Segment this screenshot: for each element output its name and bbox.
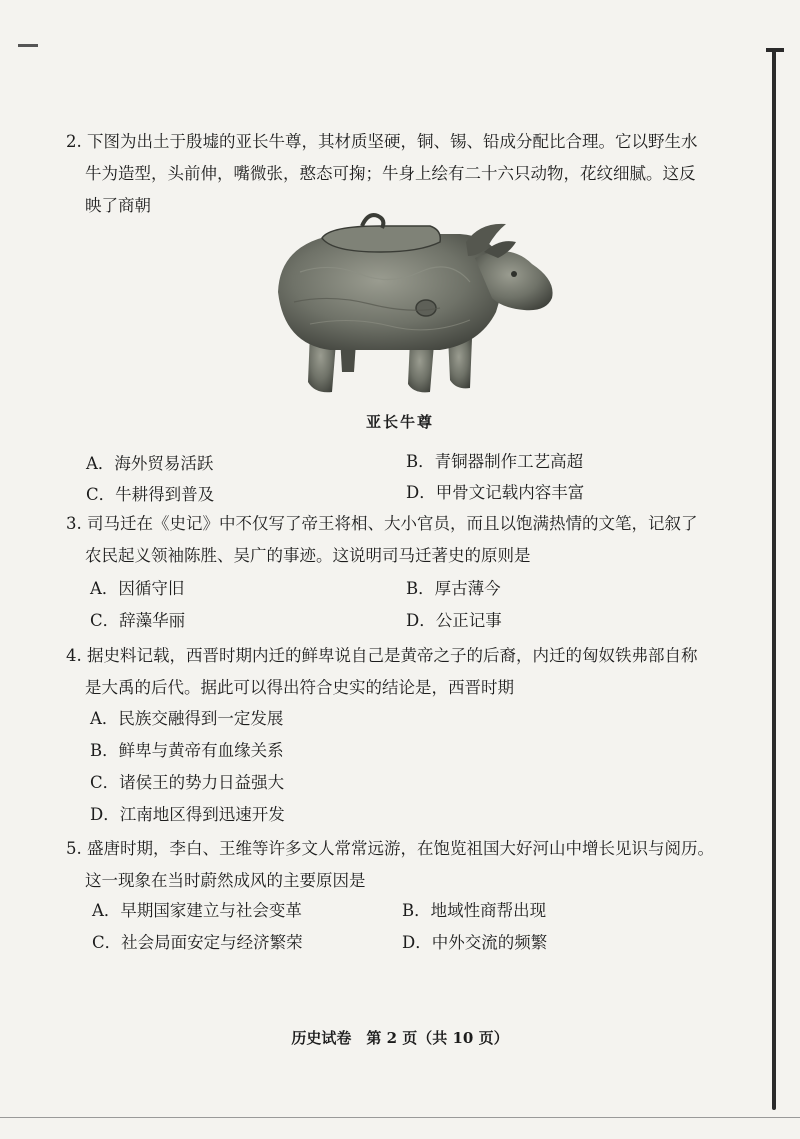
question-4-line-2: 是大禹的后代。据此可以得出符合史实的结论是，西晋时期	[85, 678, 514, 697]
scan-mark	[18, 44, 38, 47]
figure-caption: 亚长牛尊	[365, 413, 434, 431]
question-5-option-a: A．早期国家建立与社会变革	[92, 901, 302, 920]
bronze-ox-illustration	[270, 212, 560, 402]
question-4-option-c: C．诸侯王的势力日益强大	[90, 773, 285, 792]
bronze-ox-zun-image	[270, 212, 560, 402]
question-4-option-a: A．民族交融得到一定发展	[90, 709, 284, 728]
question-2-stem	[66, 126, 756, 222]
question-3-stem	[66, 508, 756, 572]
question-4-option-d: D．江南地区得到迅速开发	[90, 805, 285, 824]
scan-edge-line	[772, 50, 776, 1110]
question-3-option-b: B．厚古薄今	[406, 579, 501, 598]
question-3-option-d: D．公正记事	[406, 611, 502, 630]
question-3-line-2: 农民起义领袖陈胜、吴广的事迹。这说明司马迁著史的原则是	[85, 546, 531, 565]
question-2-option-a: A．海外贸易活跃	[86, 454, 214, 473]
question-3-line-1: 3. 司马迁在《史记》中不仅写了帝王将相、大小官员，而且以饱满热情的文笔，记叙了	[66, 514, 698, 533]
question-3-option-c: C．辞藻华丽	[90, 611, 186, 630]
question-5-line-2: 这一现象在当时蔚然成风的主要原因是	[85, 871, 366, 890]
question-5-option-c: C．社会局面安定与经济繁荣	[92, 933, 303, 952]
scan-bottom-edge	[0, 1117, 800, 1118]
page-footer: 历史试卷 第 2 页（共 10 页）	[291, 1029, 509, 1047]
question-2-option-c: C．牛耕得到普及	[86, 485, 215, 504]
question-5-line-1: 5. 盛唐时期，李白、王维等许多文人常常远游，在饱览祖国大好河山中增长见识与阅历。	[66, 839, 714, 858]
question-2-option-b: B．青铜器制作工艺高超	[406, 452, 584, 471]
question-2-line-1: 2. 下图为出土于殷墟的亚长牛尊，其材质坚硬，铜、锡、铅成分配比合理。它以野生水	[66, 132, 698, 151]
question-5-option-d: D．中外交流的频繁	[402, 933, 548, 952]
question-2-line-2: 牛为造型，头前伸，嘴微张，憨态可掬；牛身上绘有二十六只动物，花纹细腻。这反	[85, 164, 696, 183]
question-2-option-d: D．甲骨文记载内容丰富	[406, 483, 585, 502]
question-2-line-3: 映了商朝	[85, 196, 151, 215]
question-4-line-1: 4. 据史料记载，西晋时期内迁的鲜卑说自己是黄帝之子的后裔，内迁的匈奴铁弗部自称	[66, 646, 698, 665]
question-3-option-a: A．因循守旧	[90, 579, 185, 598]
question-4-option-b: B．鲜卑与黄帝有血缘关系	[90, 741, 284, 760]
question-5-stem	[66, 833, 756, 897]
question-4-stem	[66, 640, 756, 704]
question-5-option-b: B．地域性商帮出现	[402, 901, 547, 920]
